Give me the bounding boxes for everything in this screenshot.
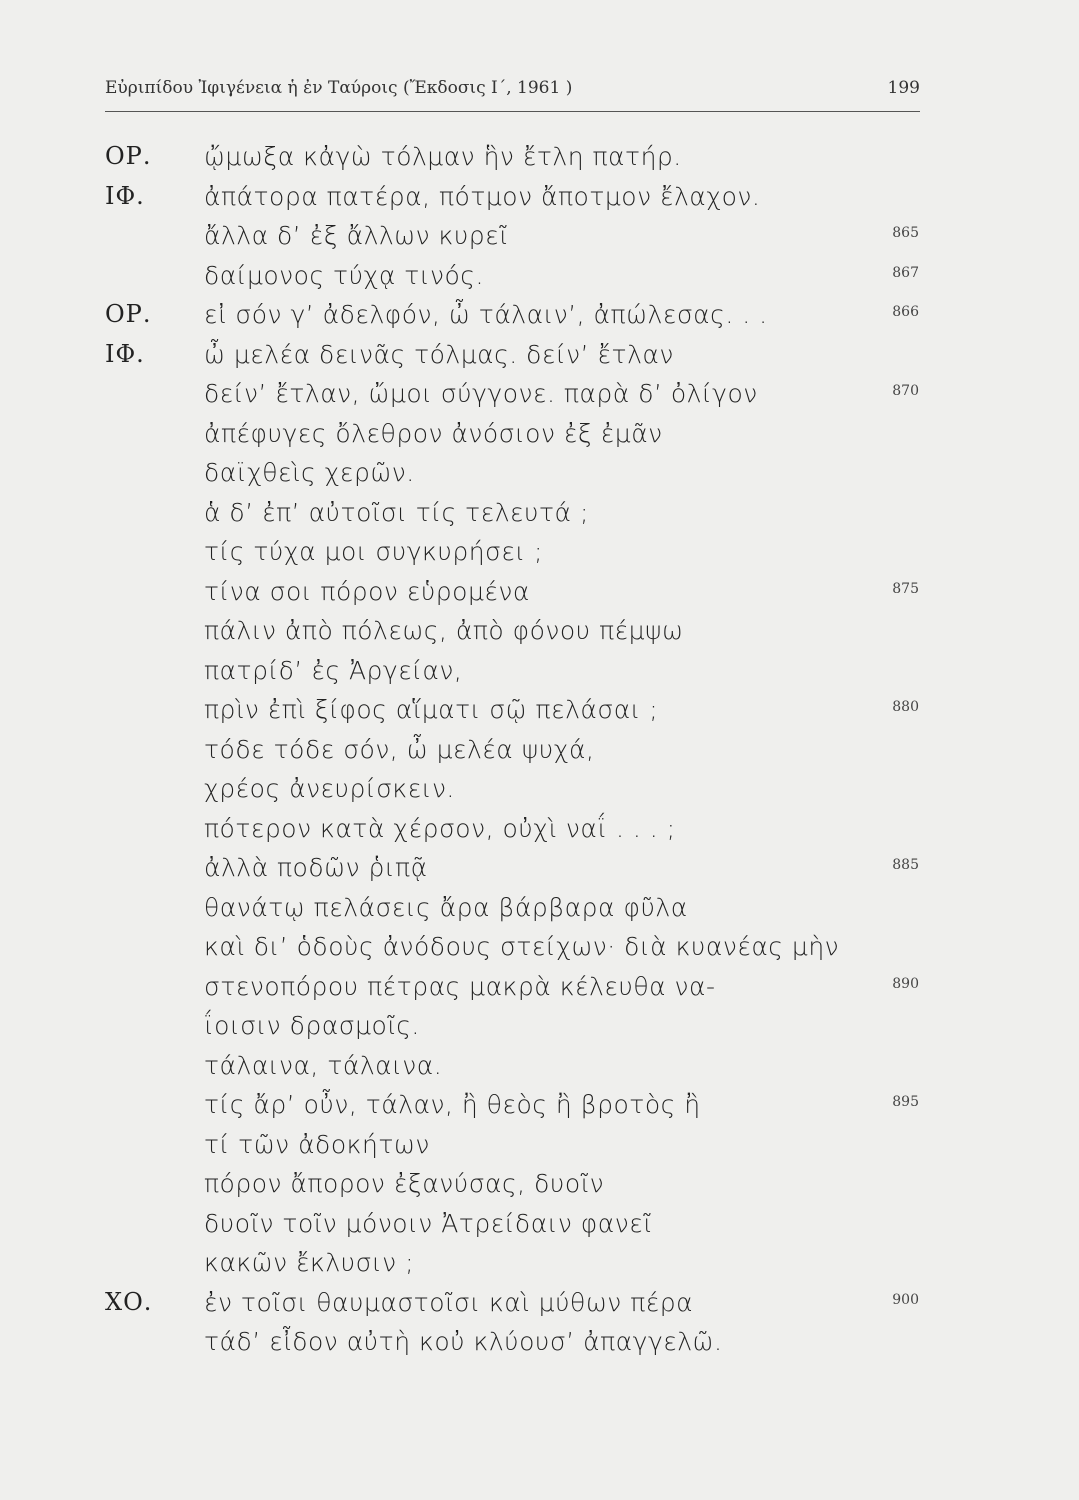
verse-text-line: τίς τύχα μοι συγκυρήσει ;	[204, 537, 543, 566]
verse-text-line: ἀπάτορα πατέρα, πότμον ἄποτμον ἔλαχον.	[204, 181, 761, 211]
verse-text-line: τίς ἄρ’ οὖν, τάλαν, ἢ θεὸς ἢ βροτὸς ἢ	[204, 1090, 701, 1119]
verse-line	[0, 1248, 1079, 1288]
line-number: 895	[892, 1094, 919, 1110]
verse-line	[0, 1327, 1079, 1367]
verse-line	[0, 379, 1079, 419]
verse-line	[0, 932, 1079, 972]
verse-line	[0, 1051, 1079, 1091]
verse-text-line: τί τῶν ἀδοκήτων	[204, 1129, 430, 1159]
verse-text-line: πρὶν ἐπὶ ξίφος αἵματι σῷ πελάσαι ;	[204, 695, 659, 724]
verse-line	[0, 300, 1079, 340]
verse-line	[0, 221, 1079, 261]
verse-text-line: ἁ δ’ ἐπ’ αὐτοῖσι τίς τελευτά ;	[204, 497, 589, 527]
verse-line	[0, 814, 1079, 854]
verse-text-line: τάλαινα, τάλαινα.	[204, 1050, 443, 1080]
verse-text-line: τάδ’ εἶδον αὐτὴ κοὐ κλύουσ’ ἀπαγγελῶ.	[204, 1327, 723, 1356]
verse-text-line: πόρον ἄπορον ἐξανύσας, δυοῖν	[204, 1169, 605, 1198]
verse-line	[0, 1288, 1079, 1328]
verse-text-line: πατρίδ’ ἐς Ἀργείαν,	[204, 655, 463, 685]
line-number: 865	[892, 225, 919, 241]
verse-text-line: δαϊχθεὶς χερῶν.	[204, 458, 415, 487]
line-number: 867	[892, 264, 919, 281]
line-number: 880	[892, 699, 919, 715]
verse-line	[0, 616, 1079, 656]
verse-text-line: πότερον κατὰ χέρσον, οὐχὶ ναΐ . . . ;	[204, 813, 676, 843]
line-number: 870	[892, 383, 919, 399]
verse-text-line: ἐν τοῖσι θαυμαστοῖσι καὶ μύθων πέρα	[204, 1287, 694, 1317]
header-title: Εὐριπίδου Ἰφιγένεια ἡ ἐν Ταύροις (Ἔκδοσις Ι΄, 1961 )	[105, 78, 573, 98]
speaker-label: ΙΦ.	[105, 339, 145, 368]
running-header	[105, 78, 920, 108]
verse-text-line: τίνα σοι πόρον εὑρομένα	[204, 576, 530, 606]
line-number: 875	[892, 580, 919, 597]
speaker-label: ΟΡ.	[105, 300, 152, 328]
verse-line	[0, 182, 1079, 222]
verse-line	[0, 1209, 1079, 1249]
verse-line	[0, 498, 1079, 538]
verse-line	[0, 577, 1079, 617]
line-number: 900	[892, 1291, 919, 1308]
line-number: 866	[892, 304, 919, 320]
verse-line	[0, 537, 1079, 577]
page-number: 199	[887, 78, 920, 98]
verse-text-line: χρέος ἀνευρίσκειν.	[204, 774, 455, 803]
verse-text-line: κακῶν ἔκλυσιν ;	[204, 1248, 414, 1277]
verse-line	[0, 1169, 1079, 1209]
verse-line	[0, 695, 1079, 735]
speaker-label: ΟΡ.	[105, 142, 152, 170]
verse-text-line: καὶ δι’ ὁδοὺς ἀνόδους στείχων· διὰ κυανέας μὴν	[204, 932, 840, 961]
verse-text-line: ΐοισιν δρασμοῖς.	[204, 1011, 420, 1040]
line-number: 885	[892, 857, 919, 873]
verse-text-line: εἰ σόν γ’ ἀδελφόν, ὦ τάλαιν’, ἀπώλεσας. . .	[204, 300, 768, 329]
verse-text-line: δείν’ ἔτλαν, ὤμοι σύγγονε. παρὰ δ’ ὀλίγον	[204, 379, 758, 408]
verse-text-line: ἄλλα δ’ ἐξ ἄλλων κυρεῖ	[204, 221, 509, 250]
verse-line	[0, 735, 1079, 775]
verse-text-line: ὦ μελέα δεινᾶς τόλμας. δείν’ ἔτλαν	[204, 339, 674, 369]
verse-line	[0, 774, 1079, 814]
speaker-label: ΙΦ.	[105, 181, 145, 210]
verse-text-line: δαίμονος τύχᾳ τινός.	[204, 260, 484, 290]
verse-text-line: ᾤμωξα κἀγὼ τόλμαν ἣν ἔτλη πατήρ.	[204, 142, 682, 171]
verse-line	[0, 656, 1079, 696]
verse-text-line: στενοπόρου πέτρας μακρὰ κέλευθα να-	[204, 971, 716, 1001]
verse-text-line: ἀπέφυγες ὄλεθρον ἀνόσιον ἐξ ἐμᾶν	[204, 418, 663, 448]
speaker-label: ΧΟ.	[105, 1287, 153, 1316]
verse-line	[0, 142, 1079, 182]
verse-text-line: θανάτῳ πελάσεις ἄρα βάρβαρα φῦλα	[204, 892, 688, 922]
verse-line	[0, 853, 1079, 893]
verse-line	[0, 261, 1079, 301]
verse-line	[0, 419, 1079, 459]
verse-line	[0, 972, 1079, 1012]
verse-text-line: ἀλλὰ ποδῶν ῥιπᾷ	[204, 853, 428, 882]
verse-line	[0, 1090, 1079, 1130]
verse-text-line: δυοῖν τοῖν μόνοιν Ἀτρείδαιν φανεῖ	[204, 1208, 653, 1238]
line-number: 890	[892, 975, 919, 992]
verse-line	[0, 1130, 1079, 1170]
verse-line	[0, 340, 1079, 380]
header-rule	[105, 111, 920, 112]
verse-text-line: πάλιν ἀπὸ πόλεως, ἀπὸ φόνου πέμψω	[204, 616, 684, 645]
verse-line	[0, 1011, 1079, 1051]
verse-line	[0, 458, 1079, 498]
verse-text-line: τόδε τόδε σόν, ὦ μελέα ψυχά,	[204, 734, 595, 764]
verse-line	[0, 893, 1079, 933]
